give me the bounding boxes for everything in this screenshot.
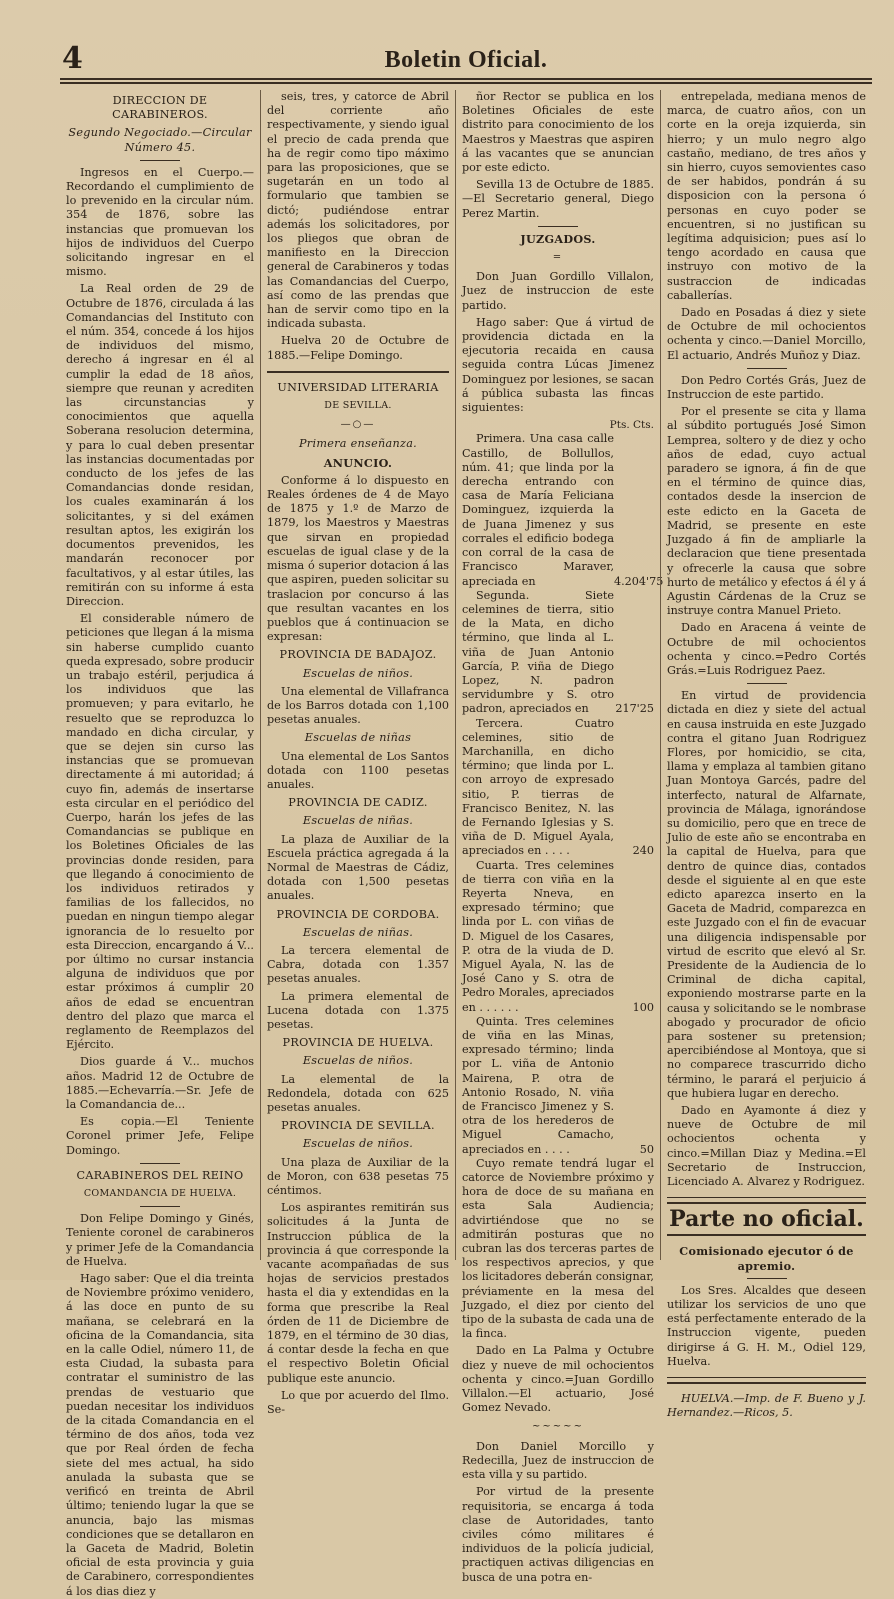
auction-lot xyxy=(462,717,654,859)
lot-amount: 217'25 xyxy=(615,702,654,716)
paragraph: En virtud de providencia dictada en diez y siete del actual en causa instruida en este Juzgado contra el gitano Juan Rodriguez Flores, por homicidio, se cita, llama y emplaza al tambien gitano Juan Montoya Garcés, padre del interfecto, natural de Alfarnate, provincia de Málaga, ignorándose su domicilio, pero que en trece de Julio de este año se encontraba en la capital de Huelva, para que dentro de quince dias, contados desde el siguiente al en que este edicto aparezca inserto en la Gaceta de Madrid, comparezca en este Juzgado con el fin de evacuar una diligencia indispensable por virtud de escrito que elevó al Sr. Presidente de la Audiencia de lo Criminal de dicha capital, exponiendo mostrarse parte en la causa y solicitando se le nombrase abogado y procurador de oficio para sostener su pretension; apercibiéndose al Montoya, que si no comparece trascurrido dicho término, le parará el perjuicio á que hubiera lugar en derecho. xyxy=(667,689,866,1100)
province-heading: PROVINCIA DE HUELVA. xyxy=(282,1036,434,1050)
paragraph: Dado en La Palma y Octubre diez y nueve de mil ochocientos ochenta y cinco.=Juan Gordillo Villalon.—El actuario, José Gomez Nevado. xyxy=(462,1344,654,1415)
paragraph: Hago saber: Que á virtud de providencia dictada en la ejecutoria recaida en causa seguida contra Lúcas Jimenez Dominguez por lesiones, se sacan á pública subasta las fincas siguientes: xyxy=(462,315,654,415)
section-subheading: Segundo Negociado.—Circular Número 45. xyxy=(68,126,252,154)
paragraph: ñor Rector se publica en los Boletines Oficiales de este distrito para conocimiento de los Maestros y Maestras que aspiren á las vacantes que se anuncian por este edicto. xyxy=(462,90,654,175)
ornament-divider: —○— xyxy=(340,419,376,431)
lot-amount: 4.204'75 xyxy=(614,574,664,588)
province-heading: PROVINCIA DE BADAJOZ. xyxy=(279,648,437,662)
paragraph: Es copia.—El Teniente Coronel primer Jefe, Felipe Domingo. xyxy=(66,1115,254,1157)
auction-lot xyxy=(462,1015,654,1157)
divider xyxy=(747,683,787,684)
divider xyxy=(267,371,449,373)
paragraph: Dado en Posadas á diez y siete de Octubre de mil ochocientos ochenta y cinco.—Daniel Morcillo, El actuario, Andrés Muñoz y Diaz. xyxy=(667,306,866,362)
section-heading: DIRECCION DE CARABINEROS. xyxy=(112,94,208,122)
section-heading: JUZGADOS. xyxy=(520,231,596,246)
section-heading: CARABINEROS DEL REINO xyxy=(76,1168,244,1182)
paragraph: Don Pedro Cortés Grás, Juez de Instruccion de este partido. xyxy=(667,373,866,402)
school-type: Escuelas de niñas. xyxy=(302,814,414,828)
section-divider xyxy=(667,1197,866,1204)
school-type: Escuelas de niñas. xyxy=(302,925,414,939)
divider xyxy=(140,1163,180,1164)
divider xyxy=(747,1278,787,1279)
province-heading: PROVINCIA DE CORDOBA. xyxy=(276,907,440,921)
paragraph: entrepelada, mediana menos de marca, de cuatro años, con un corte en la oreja izquierda, sin hierro; y un mulo negro algo castaño, mediano, de tres años y sin hierro, cuyos semovientes caso de ser habidos, pondrán á su disposicion con la persona ó personas en cuyo poder se encuentren, si no justifican su legítima adquisicion; pues así lo tengo acordado en causa que instruyo con motivo de la sustraccion de indicadas caballerías. xyxy=(667,90,866,302)
lot-description: Primera. Una casa calle Castillo, de Bollullos, núm. 41; que linda por la derecha entrando con casa de María Feliciana Dominguez, izquierda la de Juana Jimenez y sus corrales el edificio bodega con corral de la casa de Francisco Maraver, apreciada en xyxy=(462,432,614,588)
paragraph: Lo que por acuerdo del Ilmo. Se- xyxy=(267,1388,449,1417)
paragraph: Por el presente se cita y llama al súbdito portugués José Simon Lemprea, soltero y de diez y ocho años de edad, cuyo actual paradero se ignora, á fin de que en el término de quince dias, contados desde la insercion de este edicto en la Gaceta de Madrid, se presente en este Juzgado á fin de ampliarle la declaracion que tiene presentada y ofrecerle la causa que sobre hurto de metálico y efectos á él y á Agustin Cárdenas de la Cruz se instruye contra Manuel Prieto. xyxy=(667,405,866,618)
paragraph: Una elemental de Los Santos dotada con 1100 pesetas anuales. xyxy=(267,749,449,791)
paragraph: Una plaza de Auxiliar de la de Moron, con 638 pesetas 75 céntimos. xyxy=(267,1155,449,1198)
page-number: 4 xyxy=(62,41,83,76)
province-heading: PROVINCIA DE SEVILLA. xyxy=(281,1119,435,1133)
ornament-divider: = xyxy=(552,252,564,264)
divider xyxy=(140,160,180,161)
paragraph: Don Felipe Domingo y Ginés, Teniente coronel de carabineros y primer Jefe de la Comandancia de Huelva. xyxy=(66,1212,254,1268)
paragraph: El considerable número de peticiones que llegan á la misma sin haberse cumplido cuanto queda expresado, sobre producir un trabajo estéril, perjudica á los individuos que las promueven; y para evitarlo, he resuelto que se reproduzca lo mandado en dicha circular, y que se dejen sin curso las instancias que se promuevan directamente á mi autoridad; á cuyo fin, además de insertarse esta circular en el periódico del Cuerpo, harán los jefes de las Comandancias se publique en los Boletines Oficiales de las provincias donde residen, para que llegando á conocimiento de los individuos retirados y familias de los fallecidos, no puedan en ningun tiempo alegar ignorancia de lo resuelto por esta Direccion, encargando á V... por último no cursar instancia alguna de individuos que por estar próximos á cumplir 20 años de edad se encuentran dentro del plazo que marca el reglamento de Reemplazos del Ejército. xyxy=(66,612,254,1052)
paragraph: La elemental de la Redondela, dotada con 625 pesetas anuales. xyxy=(267,1072,449,1114)
divider xyxy=(747,368,787,369)
paragraph: La Real orden de 29 de Octubre de 1876, circulada á las Comandancias del Instituto con el núm. 354, concede á los hijos de individuos del mismo, derecho á ingresar en él al cumplir la edad de 18 años, siempre que reunan y acrediten las circunstancias y conocimientos que aquella Soberana resolucion determina, y para lo cual deben presentar las instancias documentadas por conducto de los jefes de las Comandancias donde residan, los cuales examinarán á los solicitantes, y si del exámen resultan aptos, les exigirán los documentos prevenidos, les mandarán reconocer por facultativos, y al estar útiles, las remitirán con su informe á esta Direccion. xyxy=(66,282,254,608)
paragraph: La primera elemental de Lucena dotada con 1.375 pesetas. xyxy=(267,989,449,1031)
lot-description: Segunda. Siete celemines de tierra, sitio de la Mata, en dicho término, que linda al L. viña de Juan Antonio García, P. viña de Diego Lopez, N. padron servidumbre y S. otro padron, apreciados en xyxy=(462,588,614,716)
paragraph: Dios guarde á V... muchos años. Madrid 12 de Octubre de 1885.—Echevarría.—Sr. Jefe de la Comandancia de... xyxy=(66,1055,254,1112)
lot-amount: 50 xyxy=(639,1142,654,1156)
paragraph: Conforme á lo dispuesto en Reales órdenes de 4 de Mayo de 1875 y 1.º de Marzo de 1879, los Maestros y Maestras que sirvan en propiedad escuelas de igual clase y de la misma ó superior dotacion á las que aspiren, pueden solicitar su traslacion por concurso á las que resultan vacantes en los pueblos que á continuacion se expresan: xyxy=(267,473,450,644)
divider xyxy=(538,226,578,227)
auction-lot xyxy=(462,859,654,1015)
paragraph: Una elemental de Villafranca de los Barros dotada con 1,100 pesetas anuales. xyxy=(267,684,449,727)
lot-description: Quinta. Tres celemines de viña en las Minas, expresado término; linda por L. viña de Antonio Mairena, P. otra de Antonio Rosado, N. viña de Francisco Jimenez y S. otra de los herederos de Miguel Camacho, apreciados en . . . . xyxy=(462,1014,614,1156)
lot-description: Cuarta. Tres celemines de tierra con viña en la Reyerta Nneva, en expresado término; que linda por L. con viñas de D. Miguel de los Casares, P. otra de la viuda de D. Miguel Ayala, N. las de José Cano y S. otra de Pedro Morales, apreciados en . . . . . . xyxy=(462,858,614,1014)
school-type: Escuelas de niños. xyxy=(302,1137,414,1151)
paragraph: Huelva 20 de Octubre de 1885.—Felipe Domingo. xyxy=(267,334,449,362)
paragraph: Dado en Ayamonte á diez y nueve de Octubre de mil ochocientos ochenta y cinco.=Millan Diaz y Medina.=El Secretario de Instruccion, Licenciado A. Alvarez y Rodriguez. xyxy=(667,1104,866,1189)
page-header xyxy=(60,38,872,80)
notice-title: ANUNCIO. xyxy=(323,455,393,470)
imprint: HUELVA.—Imp. de F. Bueno y J. Hernandez.—Ricos, 5. xyxy=(667,1392,866,1420)
notice-title: Comisionado ejecutor ó de apremio. xyxy=(679,1244,854,1273)
paragraph: Por virtud de la presente requisitoria, se encarga á toda clase de Autoridades, tanto civiles cómo militares é individuos de la policía judicial, practiquen activas diligencias en busca de una potra en- xyxy=(462,1485,654,1584)
section-heading: UNIVERSIDAD LITERARIA xyxy=(277,380,439,394)
section-title: Parte no oficial. xyxy=(669,1206,864,1233)
lot-description: Tercera. Cuatro celemines, sitio de Marchanilla, en dicho término; que linda por L. con arroyo de expresado sitio, P. tierras de Francisco Benitez, N. las de Fernando Iglesias y S. viña de D. Miguel Ayala, apreciados en . . . . xyxy=(462,716,614,858)
columns xyxy=(60,90,872,1598)
column-2 xyxy=(260,90,455,1417)
divider xyxy=(667,1234,866,1236)
auction-lot xyxy=(462,589,654,717)
school-type: Escuelas de niñas xyxy=(304,731,412,745)
paragraph: La tercera elemental de Cabra, dotada con 1.357 pesetas anuales. xyxy=(267,943,449,986)
column-3 xyxy=(455,90,664,1584)
ornament-divider: ~~~~~ xyxy=(532,1421,584,1433)
paragraph: Los Sres. Alcaldes que deseen utilizar los servicios de uno que está perfectamente enterado de la Instruccion vigente, pueden dirigirse á G. H. M., Odiel 129, Huelva. xyxy=(667,1283,866,1368)
school-type: Escuelas de niños. xyxy=(302,1054,414,1068)
column-4 xyxy=(660,90,872,1420)
lot-amount: 100 xyxy=(632,1000,654,1014)
paragraph: Sevilla 13 de Octubre de 1885.—El Secretario general, Diego Perez Martin. xyxy=(462,178,654,220)
paragraph: Don Daniel Morcillo y Redecilla, Juez de instruccion de esta villa y su partido. xyxy=(462,1439,654,1482)
lot-amount: 240 xyxy=(632,844,654,858)
paragraph: Cuyo remate tendrá lugar el catorce de Noviembre próximo y hora de doce de su mañana en esta Sala Audiencia; advirtiéndose que no se admitirán posturas que no cubran las dos terceras partes de los respectivos aprecios, y que los licitadores deberán consignar, préviamente en la mesa del Juzgado, el diez por ciento del tipo de la subasta de cada una de la finca. xyxy=(462,1156,654,1341)
section-heading-sub: DE SEVILLA. xyxy=(324,400,392,412)
column-units: Pts. Cts. xyxy=(609,419,654,432)
section-divider xyxy=(667,1377,866,1384)
paragraph: seis, tres, y catorce de Abril del corriente año respectivamente, y siendo igual el precio de cada prenda que ha de regir como tipo máximo para las proposiciones, que se sugetarán en un todo al formulario que tambien se dictó; pudiéndose entrar además los solicitadores, por los pliegos que obran de manifiesto en la Direccion general de Carabineros y todas las Comandancias del Cuerpo, así como de las prendas que han de servir como tipo en la indicada subasta. xyxy=(267,90,449,331)
paragraph: Dado en Aracena á veinte de Octubre de mil ochocientos ochenta y cinco.=Pedro Cortés Grás.=Luis Rodriguez Paez. xyxy=(667,621,866,677)
paragraph: Hago saber: Que el dia treinta de Noviembre próximo venidero, á las doce en punto de su mañana, se celebrará en la oficina de la Comandancia, sita en la calle Odiel, número 11, de esta Ciudad, la subasta para contratar el suministro de las prendas de vestuario que puedan necesitar los individuos de la citada Comandancia en el término de dos años, toda vez que por Real órden de fecha siete del mes actual, ha sido anulada la subasta que se verificó en treinta de Abril último; teniendo lugar la que se anuncia, bajo las mismas condiciones que se detallaron en la Gaceta de Madrid, Boletin oficial de esta provincia y guia de Carabinero, correspondientes á los dias diez y xyxy=(66,1272,254,1598)
section-subheading: Primera enseñanza. xyxy=(298,437,418,451)
paragraph: Ingresos en el Cuerpo.—Recordando el cumplimiento de lo prevenido en la circular núm. 354 de 1876, sobre las instancias que promuevan los hijos de individuos del Cuerpo solicitando ingresar en el mismo. xyxy=(66,165,254,279)
masthead-title: Boletin Oficial. xyxy=(384,47,548,73)
section-subheading: COMANDANCIA DE HUELVA. xyxy=(83,1188,237,1200)
divider xyxy=(140,1206,180,1207)
paragraph: Don Juan Gordillo Villalon, Juez de instruccion de este partido. xyxy=(462,270,654,312)
header-rule xyxy=(60,82,872,84)
column-1 xyxy=(60,90,260,1598)
province-heading: PROVINCIA DE CADIZ. xyxy=(288,796,428,810)
auction-lot xyxy=(462,432,664,588)
school-type: Escuelas de niños. xyxy=(302,666,414,680)
paragraph: Los aspirantes remitirán sus solicitudes á la Junta de Instruccion pública de la provincia á que corresponde la vacante acompañadas de sus hojas de servicios prestados hasta el dia y extendidas en la forma que prescribe la Real órden de 11 de Diciembre de 1879, en el término de 30 dias, á contar desde la fecha en que el respectivo Boletin Oficial publique este anuncio. xyxy=(267,1201,449,1385)
paragraph: La plaza de Auxiliar de la Escuela práctica agregada á la Normal de Maestras de Cádiz, dotada con 1,500 pesetas anuales. xyxy=(267,832,449,903)
